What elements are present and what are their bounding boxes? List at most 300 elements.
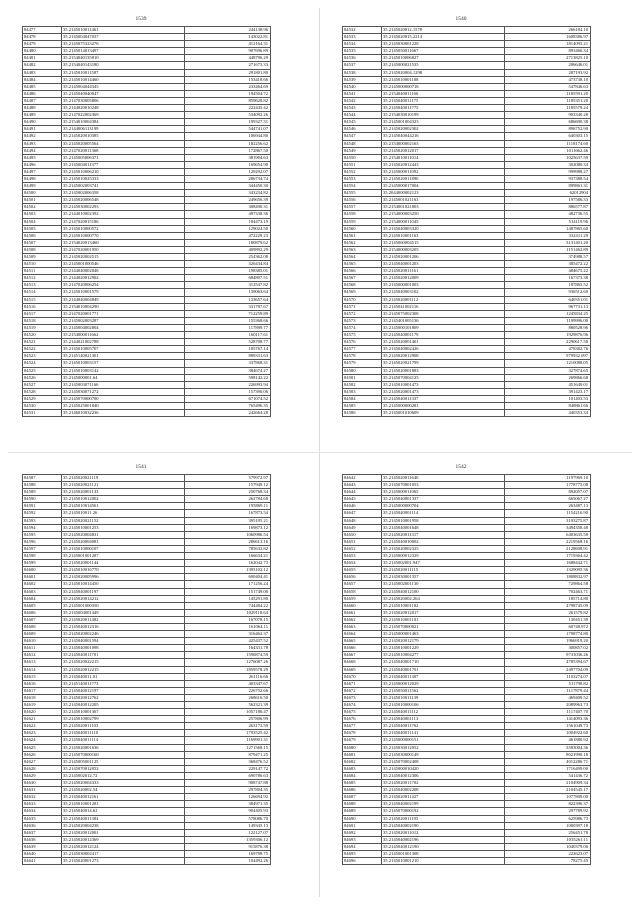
row-id-cell: 84643 [343,482,382,489]
amount-cell: 139063.64 [185,289,271,296]
parcel-code-cell: 35.2154000003205 [382,246,505,253]
amount-cell: 122127.07 [185,829,271,836]
amount-cell: 130451.39 [505,616,591,623]
amount-cell: 497338.36 [185,211,271,218]
amount-cell: 3583004.36 [505,744,591,751]
row-id-cell: 84508 [23,246,62,253]
parcel-code-cell: 35.2145050011667 [382,48,505,55]
parcel-code-cell: 35.2145000000718 [382,83,505,90]
table-row [23,730,271,737]
table-row [343,310,591,317]
parcel-code-cell: 35.2145010001108 [382,76,505,83]
table-row [23,76,271,83]
table-row [343,62,591,69]
page-number: 1541 [135,464,147,470]
amount-cell: 886577.87 [505,204,591,211]
row-id-cell: 84670 [343,673,382,680]
parcel-code-cell: 35.2145020012124 [62,843,185,850]
table-row [23,673,271,680]
table-row [343,553,591,560]
row-id-cell: 84534 [343,41,382,48]
row-id-cell: 84608 [23,623,62,630]
amount-cell: 60748.972 [505,623,591,630]
amount-cell: 1004922.60 [505,730,591,737]
amount-cell: 327874.65 [505,367,591,374]
parcel-code-cell: 35.2145020011482 [62,616,185,623]
amount-cell: 889331.63 [185,353,271,360]
parcel-code-cell: 35.2144040004849 [62,296,185,303]
row-id-cell: 84529 [23,395,62,402]
amount-cell: 511798.82 [505,680,591,687]
row-id-cell: 84478 [23,34,62,41]
amount-cell: 514119.96 [505,218,591,225]
parcel-code-cell: 35.2145070000160 [62,751,185,758]
parcel-code-cell: 35.2145010001579 [62,289,185,296]
parcel-code-cell: 35.2147020001950 [62,246,185,253]
amount-cell: 302080.34 [505,161,591,168]
row-id-cell: 84678 [343,730,382,737]
amount-cell: 250768.34 [185,489,271,496]
table-row [23,168,271,175]
table-row [23,97,271,104]
table-row [23,616,271,623]
amount-cell: 194504.72 [185,90,271,97]
table-row [23,27,271,34]
amount-cell: 785632.82 [185,545,271,552]
table-row [343,254,591,261]
data-table [342,26,591,417]
parcel-code-cell: 35.2145040012100 [382,588,505,595]
parcel-code-cell: 35.2145010001182 [382,602,505,609]
parcel-code-cell: 35.2145000011092 [382,168,505,175]
row-id-cell: 84686 [343,787,382,794]
table-row [23,659,271,666]
parcel-code-cell: 35.2145040011701 [62,652,185,659]
table-row [23,808,271,815]
parcel-code-cell: 35.2145040003102 [382,289,505,296]
parcel-code-cell: 35.2154000003250 [382,211,505,218]
amount-cell: 1561049.73 [505,723,591,730]
parcel-code-cell: 35.2145020021799 [382,360,505,367]
parcel-code-cell: 35.2145040001701 [382,666,505,673]
table-row [23,822,271,829]
amount-cell: 344450.30 [185,183,271,190]
page-bottom-right [342,464,588,865]
parcel-code-cell: 35.2145040012197 [62,687,185,694]
table-row [23,553,271,560]
table-row [23,723,271,730]
amount-cell: 391423.17 [505,388,591,395]
row-id-cell: 84654 [343,560,382,567]
parcel-code-cell: 35.2144021002788 [62,339,185,346]
amount-cell: 896752.90 [505,126,591,133]
table-row [23,62,271,69]
amount-cell: 195869.11 [185,503,271,510]
table-row [23,694,271,701]
parcel-code-cell: 35.2145020011115 [382,567,505,574]
row-id-cell: 84551 [343,161,382,168]
parcel-code-cell: 35.2145004002804 [62,324,185,331]
row-id-cell: 84488 [23,105,62,112]
row-id-cell: 84558 [343,211,382,218]
table-row [343,482,591,489]
table-row [343,489,591,496]
page-top-left [22,16,268,417]
amount-cell: 4012286.71 [505,758,591,765]
parcel-code-cell: 35.2145001021163 [382,197,505,204]
amount-cell: 262784.68 [185,496,271,503]
table-row [23,517,271,524]
amount-cell: 1487865.60 [505,225,591,232]
parcel-code-cell: 35.2145010011461 [62,27,185,34]
table-row [23,709,271,716]
parcel-code-cell: 35.2145020005996 [62,574,185,581]
table-row [23,716,271,723]
amount-cell: 690786.63 [185,772,271,779]
row-id-cell: 84500 [23,190,62,197]
parcel-code-cell: 35.2145070000021 [382,623,505,630]
row-id-cell: 84538 [343,69,382,76]
parcel-code-cell: 35.2145020010385 [62,133,185,140]
amount-cell: 261579.82 [505,609,591,616]
parcel-code-cell: 35.2145010000106 [382,702,505,709]
parcel-code-cell: 35.2145020012.1578 [382,27,505,34]
parcel-code-cell: 35.2145010025333 [62,175,185,182]
parcel-code-cell: 35.2145020012908 [382,353,505,360]
row-id-cell: 84625 [23,744,62,751]
row-id-cell: 84567 [343,275,382,282]
table-row [23,545,271,552]
parcel-code-cell: 35.2145030071272 [62,388,185,395]
table-row [343,69,591,76]
amount-cell: 222445.42 [185,105,271,112]
amount-cell: 263173.59 [185,723,271,730]
row-id-cell: 84597 [23,545,62,552]
table-row [23,232,271,239]
amount-cell: 4785394.67 [505,659,591,666]
table-row [23,503,271,510]
amount-cell: 286613.16 [185,538,271,545]
row-id-cell: 84632 [23,794,62,801]
table-row [343,694,591,701]
table-row [23,140,271,147]
row-id-cell: 84482 [23,62,62,69]
parcel-code-cell: 35.2145020002.54 [62,787,185,794]
parcel-code-cell: 35.2145010014460 [62,76,185,83]
table-row [343,780,591,787]
amount-cell: 765496.35 [185,402,271,409]
row-id-cell: 84687 [343,794,382,801]
amount-cell: 242664.28 [185,410,271,417]
row-id-cell: 84645 [343,496,382,503]
table-row [343,716,591,723]
row-id-cell: 84676 [343,716,382,723]
parcel-code-cell: 35.2145030002293 [62,204,185,211]
amount-cell: 297804.35 [185,787,271,794]
parcel-code-cell: 35.2145010012002 [62,496,185,503]
row-id-cell: 84585 [343,402,382,409]
amount-cell: 578086.70 [185,815,271,822]
row-id-cell: 84672 [343,687,382,694]
row-id-cell: 84657 [343,581,382,588]
table-row [343,787,591,794]
amount-cell: 151749.06 [185,588,271,595]
row-id-cell: 84587 [23,475,62,482]
parcel-code-cell: 35.2145075002308 [382,310,505,317]
amount-cell: 534092.26 [185,112,271,119]
row-id-cell: 84480 [23,48,62,55]
table-row [23,126,271,133]
parcel-code-cell: 35.2145050011562 [382,687,505,694]
row-id-cell: 84519 [23,324,62,331]
amount-cell: 482736.55 [505,211,591,218]
parcel-code-cell: 35.2145040001594 [62,638,185,645]
amount-cell: 2104909.34 [505,780,591,787]
amount-cell: 1688442.71 [505,560,591,567]
amount-cell: 915876.38 [185,843,271,850]
row-id-cell: 84668 [343,659,382,666]
amount-cell: 291801.80 [185,69,271,76]
parcel-code-cell: 35.2145020012017 [382,147,505,154]
amount-cell: 1060986.54 [185,531,271,538]
table-row [23,239,271,246]
amount-cell: 9731036.26 [505,652,591,659]
amount-cell: 257806.99 [185,716,271,723]
parcel-code-cell: 35.2145030012052 [382,744,505,751]
amount-cell: 167373.38 [505,275,591,282]
parcel-code-cell: 35.2145020011012 [382,829,505,836]
row-id-cell: 84586 [343,410,382,417]
table-row [343,843,591,850]
row-id-cell: 84633 [23,801,62,808]
row-id-cell: 84536 [343,55,382,62]
row-id-cell: 84674 [343,702,382,709]
table-row [343,631,591,638]
row-id-cell: 84636 [23,822,62,829]
amount-cell: 343234.82 [185,190,271,197]
table-row [343,815,591,822]
amount-cell: 287193.92 [505,69,591,76]
parcel-code-cell: 35.2147020006254 [62,282,185,289]
row-id-cell: 84639 [23,843,62,850]
row-id-cell: 84666 [343,645,382,652]
table-row [23,765,271,772]
parcel-code-cell: 35.2154001021803 [382,204,505,211]
row-id-cell: 84570 [343,296,382,303]
row-id-cell: 84490 [23,119,62,126]
parcel-code-cell: 35.2145060004515 [382,239,505,246]
row-id-cell: 84690 [343,815,382,822]
amount-cell: 226752.66 [185,687,271,694]
table-row [23,190,271,197]
parcel-code-cell: 35.2145040002199 [382,801,505,808]
parcel-code-cell: 35.2145005006371 [62,154,185,161]
table-row [343,744,591,751]
row-id-cell: 84528 [23,388,62,395]
amount-cell: 859628.82 [185,97,271,104]
parcel-code-cell: 35.2145010000572 [62,225,185,232]
row-id-cell: 84617 [23,687,62,694]
table-row [23,496,271,503]
row-id-cell: 84650 [343,531,382,538]
amount-cell: 1596874.59 [185,652,271,659]
table-row [343,723,591,730]
table-row [23,254,271,261]
table-row [343,55,591,62]
table-row [23,858,271,865]
row-id-cell: 84618 [23,694,62,701]
amount-cell: 185714.80 [505,595,591,602]
table-row [343,772,591,779]
row-id-cell: 84653 [343,553,382,560]
parcel-code-cell: 35.2145020022215 [62,659,185,666]
table-row [343,829,591,836]
parcel-code-cell: 35.2145040011762 [382,723,505,730]
amount-cell: 381904.63 [185,154,271,161]
row-id-cell: 84533 [343,34,382,41]
parcel-code-cell: 35.2144040002848 [62,268,185,275]
amount-cell: 129292.07 [185,168,271,175]
amount-cell: 999988.27 [505,168,591,175]
table-row [23,780,271,787]
parcel-code-cell: 35.2154040143180 [62,62,185,69]
amount-cell: 1271568.15 [185,744,271,751]
parcel-code-cell: 35.2145010001281 [62,801,185,808]
row-id-cell: 84638 [23,836,62,843]
table-row [343,112,591,119]
amount-cell: 903340.28 [505,112,591,119]
parcel-code-cell: 35.2145001004323 [382,119,505,126]
table-row [23,381,271,388]
parcel-code-cell: 35.2145020002.264 [382,595,505,602]
table-row [23,744,271,751]
amount-cell: 1154216.90 [505,510,591,517]
row-id-cell: 84532 [343,27,382,34]
parcel-code-cell: 35.2145010001101 [382,616,505,623]
amount-cell: 3494358.48 [505,524,591,531]
row-id-cell: 84647 [343,510,382,517]
amount-cell: 169654.90 [185,161,271,168]
parcel-code-cell: 35.2145020004081 [62,538,185,545]
amount-cell: 326434.84 [185,261,271,268]
row-id-cell: 84515 [23,296,62,303]
parcel-code-cell: 35.2145040040047 [62,90,185,97]
row-id-cell: 84520 [23,332,62,339]
amount-cell: 879471.25 [185,751,271,758]
row-id-cell: 84535 [343,48,382,55]
table-row [23,183,271,190]
amount-cell: 222623.07 [505,850,591,857]
parcel-code-cell: 35.2145040014.62 [62,808,185,815]
row-id-cell: 84526 [23,374,62,381]
parcel-code-cell: 35.2145030001357 [382,574,505,581]
parcel-code-cell: 35.2145010011.26 [62,510,185,517]
amount-cell: 268616.50 [185,694,271,701]
amount-cell: 1151462.89 [505,246,591,253]
amount-cell: 169788.75 [185,850,271,857]
amount-cell: 4798745.09 [505,602,591,609]
table-row [343,545,591,552]
table-row [23,666,271,673]
parcel-code-cell: 35.2145040001197 [62,588,185,595]
row-id-cell: 84583 [343,388,382,395]
amount-cell: 409892.29 [185,246,271,253]
table-row [343,638,591,645]
parcel-code-cell: 35.2145401005136 [382,317,505,324]
row-id-cell: 84566 [343,268,382,275]
amount-cell: 598142.22 [185,374,271,381]
data-table [22,26,271,417]
amount-cell: 2219568.16 [505,538,591,545]
amount-cell: 368476.52 [185,758,271,765]
table-row [23,296,271,303]
parcel-code-cell: 35.2145020001273 [62,858,185,865]
table-row [343,538,591,545]
row-id-cell: 84614 [23,666,62,673]
parcel-code-cell: 35.2145040011114 [62,737,185,744]
amount-cell: 1395102.12 [185,567,271,574]
row-id-cell: 84503 [23,211,62,218]
row-id-cell: 84695 [343,850,382,857]
table-row [23,48,271,55]
amount-cell: 907696.89 [185,48,271,55]
amount-cell: 625986.73 [505,815,591,822]
amount-cell: 180879.62 [185,239,271,246]
row-id-cell: 84522 [23,346,62,353]
parcel-code-cell: 35.2154030010199 [382,112,505,119]
row-id-cell: 84543 [343,105,382,112]
table-row [343,161,591,168]
table-row [343,645,591,652]
amount-cell: 1329095.36 [505,567,591,574]
row-id-cell: 84514 [23,289,62,296]
row-id-cell: 84524 [23,360,62,367]
table-row [343,388,591,395]
row-id-cell: 84655 [343,567,382,574]
amount-cell: 331787.67 [185,303,271,310]
table-row [23,475,271,482]
parcel-code-cell: 35.2145040001098 [62,645,185,652]
parcel-code-cell: 35.2145000000281 [382,402,505,409]
amount-cell: 544741.07 [185,126,271,133]
amount-cell: 1040379.06 [505,843,591,850]
parcel-code-cell: 35.2145020012179 [382,638,505,645]
table-row [23,90,271,97]
table-row [343,475,591,482]
row-id-cell: 84521 [23,339,62,346]
parcel-code-cell: 35.2145020011161 [382,268,505,275]
table-row [343,808,591,815]
table-row [343,517,591,524]
parcel-code-cell: 35.2145040001114 [382,510,505,517]
parcel-code-cell: 35.2154000002163 [382,140,505,147]
table-row [23,133,271,140]
parcel-code-cell: 35.2145020014212 [62,595,185,602]
table-row [343,609,591,616]
row-id-cell: 84675 [343,709,382,716]
parcel-code-cell: 35.2145000001.64 [62,374,185,381]
amount-cell: 893466.34 [505,48,591,55]
parcel-code-cell: 35.2145002001130 [382,581,505,588]
row-id-cell: 84646 [343,503,382,510]
amount-cell: 1199996.00 [505,317,591,324]
parcel-code-cell: 35.2145020004831 [62,531,185,538]
row-id-cell: 84683 [343,765,382,772]
row-id-cell: 84640 [23,850,62,857]
table-row [23,374,271,381]
amount-cell: 1029118.64 [185,609,271,616]
row-id-cell: 84648 [343,517,382,524]
